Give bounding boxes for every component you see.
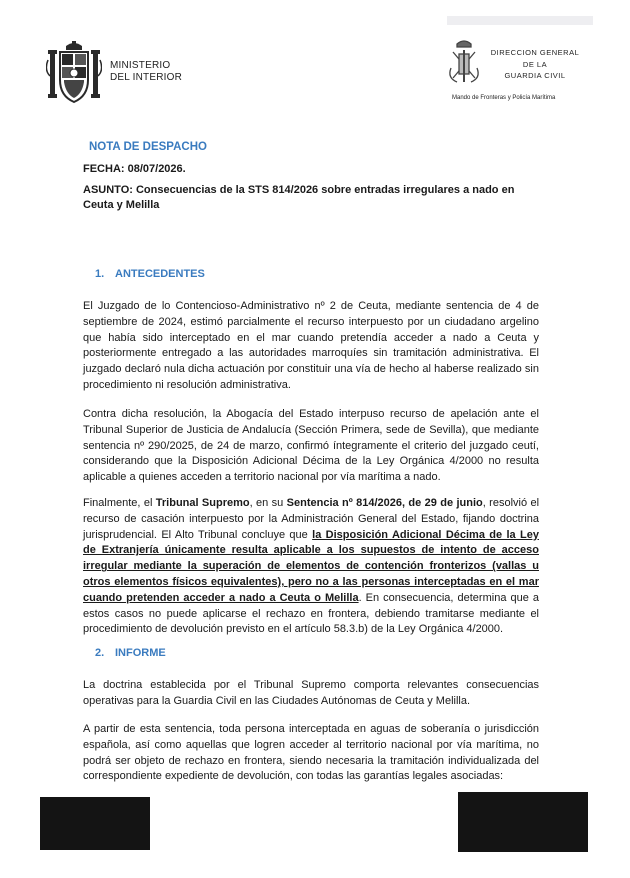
section-number: 1.: [95, 268, 105, 280]
paragraph-text: . En consecuencia, determina que a estos casos no puede aplicarse el rechazo en frontera, debiendo tramitarse mediante el procedimiento de devolución previsto en el artículo 58.3.b) de la Ley Orgánica 4/2000.: [83, 591, 539, 636]
directorate-line: DIRECCION GENERAL: [490, 48, 580, 57]
court-name: Tribunal Supremo: [155, 497, 250, 509]
ministry-name: [110, 60, 182, 84]
document-type: NOTA DE DESPACHO: [89, 141, 207, 153]
paragraph-text: , en su: [249, 497, 287, 509]
paragraph-text: Finalmente, el: [83, 497, 156, 509]
scan-strip: [447, 16, 593, 25]
paragraph: [83, 496, 539, 638]
ministry-line: MINISTERIO: [110, 60, 171, 71]
unit-name: Mando de Fronteras y Policía Marítima: [452, 95, 556, 101]
paragraph: La doctrina establecida por el Tribunal Supremo comporta relevantes consecuencias operativas para la Guardia Civil en las Ciudades Autónomas de Ceuta y Melilla.: [83, 679, 539, 707]
paragraph: Contra dicha resolución, la Abogacía del Estado interpuso recurso de apelación ante el Tribunal Superior de Justicia de Andalucía (Sección Primera, sede de Sevilla), que mediante sentencia nº 290/2025, de 24 de marzo, confirmó íntegramente el criterio del juzgado ceutí, considerando que la Disposición Adicional Décima de la Ley Orgánica 4/2000 no resulta aplicable a quienes acceden a territorio nacional por vía marítima a nado.: [83, 408, 539, 484]
section-heading: [95, 647, 166, 659]
document-subject: ASUNTO: Consecuencias de la STS 814/2026 sobre entradas irregulares a nado en Ceuta y Melilla: [83, 184, 515, 211]
redaction-block: [458, 792, 588, 852]
directorate-line: DE LA: [522, 59, 548, 69]
coat-of-arms-icon: [46, 40, 102, 108]
document-date: FECHA: 08/07/2026.: [83, 163, 186, 175]
section-title: ANTECEDENTES: [115, 268, 205, 280]
paragraph: A partir de esta sentencia, toda persona interceptada en aguas de soberanía o jurisdicción española, así como aquellas que logren acceder al territorio nacional por vía marítima, no podrá ser objeto de rechazo en frontera, siendo necesaria la tramitación individualizada del correspondiente expediente de devolución, con todas las garantías legales asociadas:: [83, 723, 539, 783]
paragraph: El Juzgado de lo Contencioso-Administrativo nº 2 de Ceuta, mediante sentencia de 4 de septiembre de 2024, estimó parcialmente el recurso interpuesto por un ciudadano argelino que había sido interceptado en el mar cuando pretendía acceder a nado a Ceuta y posteriormente entregado a las autoridades marroquíes sin tramitación administrativa. El juzgado declaró nula dicha actuación por constituir una vía de hecho al haberse realizado sin procedimiento ni resolución administrativa.: [83, 300, 539, 391]
section-heading: [95, 268, 205, 280]
ministry-line: DEL INTERIOR: [110, 72, 183, 83]
guardia-civil-emblem-icon: [443, 38, 485, 86]
section-number: 2.: [95, 647, 105, 659]
directorate-name: [480, 47, 590, 82]
paragraph-text: , resolvió el recurso de casación interpuesto por la Administración General del Estado, fijando doctrina jurisprudencial. El Alto Tribunal concluye que: [83, 497, 540, 541]
directorate-line: GUARDIA CIVIL: [504, 71, 566, 80]
doctrine-highlight: la Disposición Adicional Décima de la Ley de Extranjería únicamente resulta aplicable a los supuestos de intento de acceso irregular mediante la superación de elementos de contención fronterizos (vallas u otros elementos físicos equivalentes), pero no a las personas interceptadas en el mar cuando pretenden acceder a nado a Ceuta o Melilla: [83, 528, 539, 604]
section-title: INFORME: [115, 647, 166, 659]
ruling-reference: Sentencia nº 814/2026, de 29 de junio: [286, 497, 483, 509]
redaction-block: [40, 797, 150, 850]
